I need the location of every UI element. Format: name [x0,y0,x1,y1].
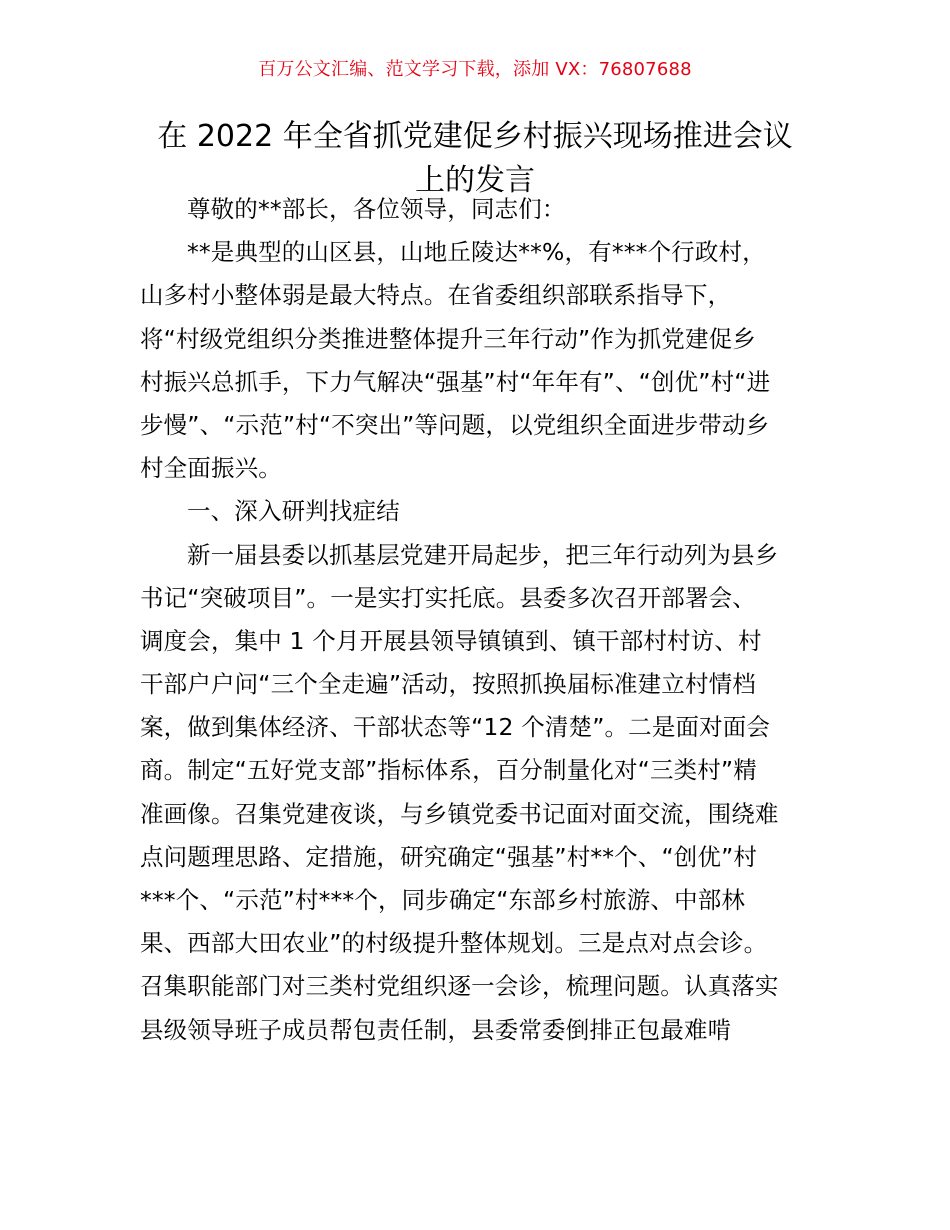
document-body [140,188,812,1052]
paragraph-line: 山多村小整体弱是最大特点。在省委组织部联系指导下， [140,281,732,310]
paragraph-line: 县级领导班子成员帮包责任制，县委常委倒排正包最难啃 [140,1015,732,1044]
paragraph-line: 准画像。召集党建夜谈，与乡镇党委书记面对面交流，围绕难 [140,799,779,828]
paragraph-line: 果、西部大田农业”的村级提升整体规划。三是点对点会诊。 [140,929,768,958]
paragraph-line: 召集职能部门对三类村党组织逐一会诊，梳理问题。认真落实 [140,972,779,1001]
paragraph-line: 点问题理思路、定措施，研究确定“强基”村**个、“创优”村 [140,842,758,871]
watermark-banner: 百万公文汇编、范文学习下载，添加 VX：76807688 [258,59,692,80]
paragraph-line: 将“村级党组织分类推进整体提升三年行动”作为抓党建促乡 [140,324,756,353]
paragraph-line: **是典型的山区县，山地丘陵达**%，有***个行政村， [187,238,766,267]
paragraph-line: 干部户户问“三个全走遍”活动，按照抓换届标准建立村情档 [140,670,756,699]
paragraph-line: 村振兴总抓手，下力气解决“强基”村“年年有”、“创优”村“进 [140,367,771,396]
salutation: 尊敬的**部长，各位领导，同志们： [187,195,566,223]
title-line-1: 在 2022 年全省抓党建促乡村振兴现场推进会议 [157,119,793,154]
paragraph-line: 步慢”、“示范”村“不突出”等问题，以党组织全面进步带动乡 [140,410,770,439]
paragraph-line: 新一届县委以抓基层党建开局起步，把三年行动列为县乡 [187,540,779,569]
paragraph-line: 书记“突破项目”。一是实打实托底。县委多次召开部署会、 [140,583,756,612]
title-line-2: 上的发言 [415,163,535,198]
section-heading: 一、深入研判找症结 [187,497,400,526]
paragraph-line: 案，做到集体经济、干部状态等“12 个清楚”。二是面对面会 [140,713,771,742]
paragraph-line: ***个、“示范”村***个，同步确定“东部乡村旅游、中部林 [140,886,746,914]
paragraph-line: 商。制定“五好党支部”指标体系，百分制量化对“三类村”精 [140,756,757,785]
paragraph-line: 村全面振兴。 [140,454,282,483]
paragraph-line: 调度会，集中 1 个月开展县领导镇镇到、镇干部村村访、村 [140,626,762,655]
